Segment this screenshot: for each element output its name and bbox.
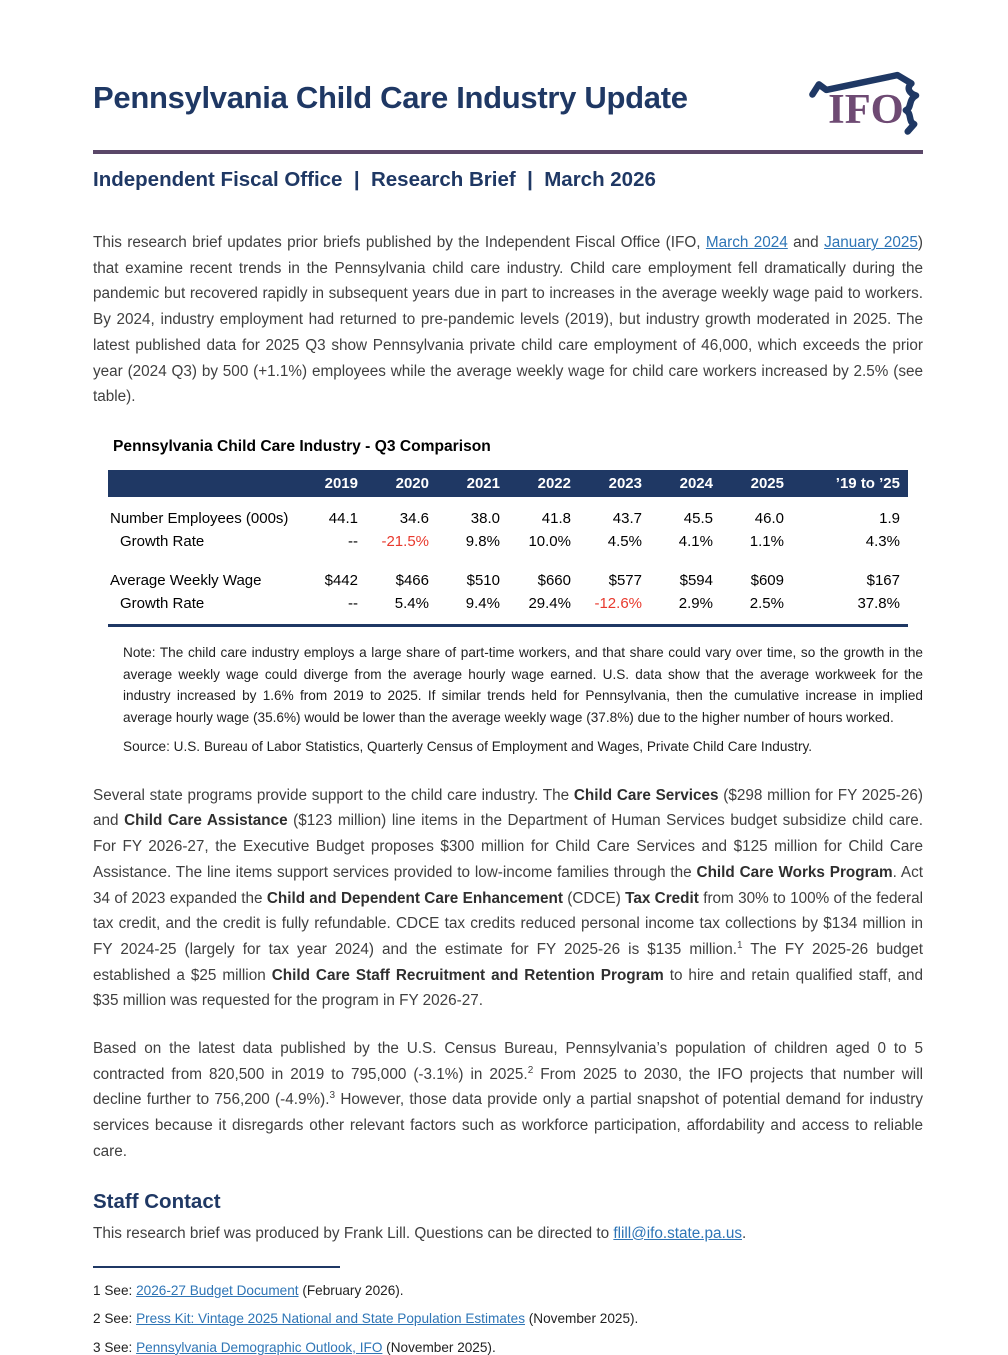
column-header: 2023 — [579, 470, 650, 497]
cell-value: 44.1 — [328, 509, 358, 527]
staff-contact-body: This research brief was produced by Frank Lill. Questions can be directed to flill@ifo.state.pa.us. — [93, 1224, 747, 1242]
population-paragraph: Based on the latest data published by the U.S. Census Bureau, Pennsylvania’s population of children aged 0 to 5 contracted from 820,500 in 2019 to 795,000 (-3.1%) in 2025.$^2$ From 2025 to 2030, the IFO projects that number will decline further to 756,200 (-4.9%).$^3$ However, those data provide only a partial snapshot of potential demand for industry services because it disregards other relevant factors such as workforce participation, affordability and access to reliable care. — [93, 1040, 923, 1160]
text-link[interactable]: Press Kit: Vintage 2025 National and State Population Estimates — [136, 1311, 525, 1327]
cell-value: 5.4% — [394, 594, 429, 612]
cell-value: 9.4% — [465, 594, 500, 612]
cell-value: 29.4% — [528, 594, 571, 612]
masthead — [93, 80, 923, 138]
table-row — [108, 592, 908, 626]
footnote-1: 1 See: 2026-27 Budget Document (February 2026). — [93, 1282, 404, 1298]
bold-text: Child Care Works Program — [696, 863, 893, 881]
column-header: ’19 to ’25 — [792, 470, 908, 497]
cell-value: $660 — [537, 571, 571, 589]
comparison-table-block — [108, 437, 923, 754]
cell-value: $609 — [750, 571, 784, 589]
cell-value: $466 — [395, 571, 429, 589]
footnote-separator — [93, 1266, 340, 1268]
bold-text: Tax Credit — [625, 889, 699, 907]
bold-text: Child Care Staff Recruitment and Retention Program — [271, 966, 664, 984]
cell-value: 4.1% — [678, 532, 713, 550]
cell-value: 46.0 — [754, 509, 784, 527]
text-link[interactable]: January 2025 — [824, 234, 918, 251]
ifo-logo-text: IFO — [828, 86, 904, 134]
cell-value: 2.5% — [749, 594, 784, 612]
footnotes — [93, 1283, 923, 1355]
column-header: 2024 — [650, 470, 721, 497]
text-link[interactable]: Pennsylvania Demographic Outlook, IFO — [136, 1339, 383, 1355]
table-note: Note: The child care industry employs a large share of part-time workers, and that share could vary over time, so the growth in the average weekly wage could diverge from the average hourly wage earned. U.S. data show that the average workweek for the industry increased by 1.6% from 2019 to 2025. If similar trends held for Pennsylvania, then the cumulative increase in implied average hourly wage (35.6%) would be lower than the average weekly wage (37.8%) due to the higher number of hours worked. — [123, 644, 923, 726]
cell-value: $577 — [608, 571, 642, 589]
cell-value: 38.0 — [470, 509, 500, 527]
cell-value: -- — [348, 594, 358, 612]
cell-value: 41.8 — [541, 509, 571, 527]
cell-value: 34.6 — [399, 509, 429, 527]
page-title: Pennsylvania Child Care Industry Update — [93, 80, 688, 115]
cell-value: 37.8% — [857, 594, 900, 612]
cell-value: -12.6% — [594, 594, 642, 612]
footnote-ref: 3 — [329, 1090, 336, 1102]
cell-value: 4.5% — [607, 532, 642, 550]
pennsylvania-outline-icon — [803, 64, 931, 138]
staff-contact-heading: Staff Contact — [93, 1189, 221, 1213]
cell-value: 10.0% — [528, 532, 571, 550]
text-link[interactable]: 2026-27 Budget Document — [136, 1282, 299, 1298]
bold-text: Child and Dependent Care Enhancement — [266, 889, 563, 907]
cell-value: $442 — [324, 571, 358, 589]
document-subtitle: Independent Fiscal Office | Research Brief | March 2026 — [93, 168, 656, 191]
cell-value: 4.3% — [865, 532, 900, 550]
bold-text: Child Care Services — [573, 786, 719, 804]
cell-value: 43.7 — [612, 509, 642, 527]
programs-paragraph: Several state programs provide support to the child care industry. The Child Care Services ($298 million for FY 2025-26) and Child Care Assistance ($123 million) line items in the Department of Human Services budget subsidize child care. For FY 2026-27, the Executive Budget proposes $300 million for Child Care Services and $125 million for Child Care Assistance. The line items support services provided to low-income families through the Child Care Works Program. Act 34 of 2023 expanded the Child and Dependent Care Enhancement (CDCE) Tax Credit from 30% to 100% of the federal tax credit, and the credit is fully refundable. CDCE tax credits reduced personal income tax collections by $134 million in FY 2024-25 (largely for tax year 2024) and the estimate for FY 2025-26 is $135 million.$^1$ The FY 2025-26 budget established a $25 million Child Care Staff Recruitment and Retention Program to hire and retain qualified staff, and $35 million was requested for the program in FY 2026-27. — [93, 786, 924, 1010]
cell-value: 45.5 — [683, 509, 713, 527]
document-page — [93, 0, 923, 1355]
intro-paragraph: This research brief updates prior briefs published by the Independent Fiscal Office (IFO, March 2024 and January 2025) that examine recent trends in the Pennsylvania child care industry. Child care employment fell dramatically during the pandemic but recovered rapidly in subsequent years due in part to increases in the average weekly wage paid to workers. By 2024, industry employment had returned to pre-pandemic levels (2019), but industry growth moderated in 2025. The latest published data for 2025 Q3 show Pennsylvania private child care employment of 46,000, which exceeds the prior year (2024 Q3) by 500 (+1.1%) employees while the average weekly wage for child care workers increased by 2.5% (see table). — [93, 234, 924, 406]
footnote-3: 3 See: Pennsylvania Demographic Outlook, IFO (November 2025). — [93, 1339, 496, 1355]
cell-value: 1.9 — [879, 509, 900, 527]
cell-value: $167 — [866, 571, 900, 589]
row-label: Growth Rate — [120, 532, 205, 550]
comparison-table — [108, 470, 908, 627]
table-row — [108, 530, 908, 553]
column-header — [108, 470, 295, 497]
cell-value: -- — [348, 532, 358, 550]
column-header: 2020 — [366, 470, 437, 497]
cell-value: $510 — [466, 571, 500, 589]
table-row — [108, 497, 908, 530]
cell-value: 9.8% — [465, 532, 500, 550]
text-link[interactable]: flill@ifo.state.pa.us — [613, 1224, 742, 1242]
cell-value: 2.9% — [678, 594, 713, 612]
table-row — [108, 569, 908, 592]
table-header-row — [108, 470, 908, 497]
cell-value: -21.5% — [381, 532, 429, 550]
table-source: Source: U.S. Bureau of Labor Statistics, Quarterly Census of Employment and Wages, Private Child Care Industry. — [123, 738, 813, 754]
footnote-2: 2 See: Press Kit: Vintage 2025 National and State Population Estimates (November 2025). — [93, 1311, 639, 1327]
spacer-cell — [108, 553, 908, 569]
cell-value: 1.1% — [749, 532, 784, 550]
bold-text: Child Care Assistance — [124, 812, 288, 830]
cell-value: $594 — [679, 571, 713, 589]
row-label: Growth Rate — [120, 594, 205, 612]
footnote-ref: 1 — [736, 939, 743, 951]
column-header: 2022 — [508, 470, 579, 497]
row-label: Average Weekly Wage — [110, 571, 262, 589]
table-title: Pennsylvania Child Care Industry - Q3 Comparison — [113, 437, 491, 455]
text-link[interactable]: March 2024 — [705, 234, 788, 251]
column-header: 2019 — [295, 470, 366, 497]
ifo-logo — [803, 64, 931, 138]
header-rule — [93, 150, 923, 154]
column-header: 2025 — [721, 470, 792, 497]
spacer-row — [108, 553, 908, 569]
footnote-ref: 2 — [527, 1064, 534, 1076]
column-header: 2021 — [437, 470, 508, 497]
row-label: Number Employees (000s) — [110, 509, 289, 527]
